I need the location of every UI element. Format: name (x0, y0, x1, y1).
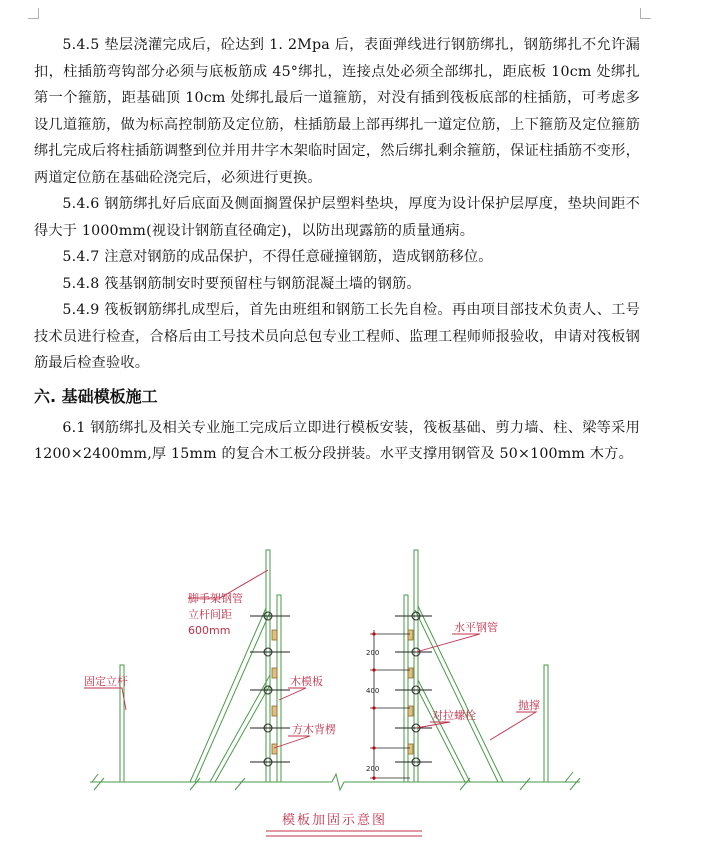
label-pole-spacing: 立杆间距 (188, 608, 232, 621)
figure-caption: 模板加固示意图 (282, 813, 388, 828)
paragraph-5-4-6: 5.4.6 钢筋绑扎好后底面及侧面搁置保护层塑料垫块，厚度为设计保护层厚度，垫块间距不得大于 1000mm(视设计钢筋直径确定)，以防出现露筋的质量通病。 (34, 196, 640, 239)
left-timber-backing (272, 630, 277, 754)
diagram-svg (70, 540, 610, 850)
paragraph-5-4-9: 5.4.9 筏板钢筋绑扎成型后，首先由班组和钢筋工长先自检。再由项目部技术负责人、工号技术员进行检查，合格后由工号技术员向总包专业工程师、监理工程师师报验收，申请对筏板钢筋最后检查验收。 (34, 302, 640, 371)
section-heading-formwork: 六. 基础模板施工 (34, 386, 158, 406)
label-wood-formwork: 木模板 (290, 675, 323, 688)
label-tie-bolt: 对拉螺栓 (432, 709, 476, 722)
dimension-label-1: 200 (366, 649, 380, 657)
ground-line (90, 774, 580, 790)
page-corner-mark-top-right (640, 8, 651, 19)
right-formwork-board (404, 595, 408, 782)
dimension-label-3: 200 (366, 765, 380, 773)
paragraph-5-4-8: 5.4.8 筏基钢筋制安时要预留柱与钢筋混凝土墙的钢筋。 (62, 275, 421, 292)
right-fixed-pole (544, 665, 548, 782)
formwork-reinforcement-diagram (70, 540, 610, 850)
left-formwork-board (277, 595, 281, 782)
document-body (34, 32, 640, 468)
label-scaffold-pipe: 脚手架钢管 (188, 592, 243, 605)
right-scaffold-pole (414, 550, 418, 782)
paragraph-6-1: 6.1 钢筋绑扎及相关专业施工完成后立即进行模板安装，筏板基础、剪力墙、柱、梁等采用 1200×2400mm,厚 15mm 的复合木工板分段拼装。水平支撑用钢管及 50×100mm 木方。 (34, 419, 640, 462)
label-timber-backing: 方木背楞 (292, 723, 336, 736)
paragraph-5-4-5: 5.4.5 垫层浇灌完成后，砼达到 1. 2Mpa 后，表面弹线进行钢筋绑扎，钢筋绑扎不允许漏扣，柱插筋弯钩部分必须与底板筋成 45°绑扎，连接点处必须全部绑扎，距底板 10cm 处绑扎第一个箍筋，距基础顶 10cm 处绑扎最后一道箍筋，对没有插到筏板底部的柱插筋，可考虑多设几道箍筋，做为标高控制筋及定位筋，柱插筋最上部再绑扎一道定位筋，上下箍筋及定位箍筋绑扎完成后将柱插筋调整到位并用井字木架临时固定，然后绑扎剩余箍筋，保证柱插筋不变形，两道定位筋在基础砼浇完后，必须进行更换。 (34, 37, 640, 186)
dimension-label-2: 400 (366, 687, 380, 695)
diagram-labels (84, 591, 540, 736)
page-corner-mark-top-left (28, 8, 39, 19)
label-fixed-pole: 固定立杆 (84, 675, 128, 688)
paragraph-5-4-7: 5.4.7 注意对钢筋的成品保护，不得任意碰撞钢筋，造成钢筋移位。 (62, 249, 493, 265)
label-spacing-value: 600mm (188, 624, 231, 637)
label-brace: 抛撑 (518, 699, 540, 712)
left-scaffold-pole (266, 550, 270, 782)
label-horizontal-pipe: 水平钢管 (454, 621, 498, 634)
